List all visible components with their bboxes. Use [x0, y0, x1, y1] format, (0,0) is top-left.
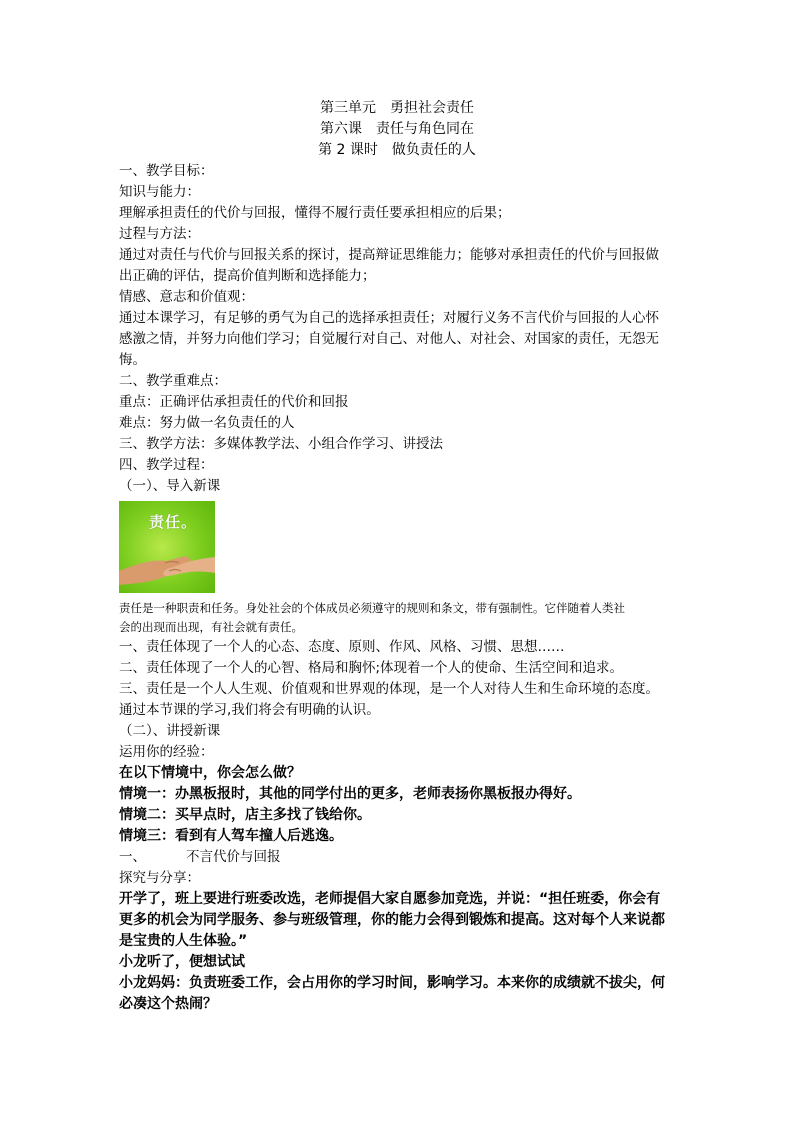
- text-line: 情感、意志和价值观：: [119, 289, 254, 305]
- document-body: [119, 161, 679, 1015]
- text-line: 通过本课学习，有足够的勇气为自己的选择承担责任；对履行义务不言代价与回报的人心怀: [119, 310, 659, 326]
- unit-title: 第三单元 勇担社会责任: [320, 100, 474, 116]
- text-line: （二）、讲授新课: [119, 723, 221, 739]
- bold-line: 开学了，班上要进行班委改选，老师提倡大家自愿参加竞选，并说：“担任班委，你会有: [119, 891, 661, 907]
- text-line: 三、教学方法：多媒体教学法、小组合作学习、讲授法: [119, 436, 443, 452]
- period-title: 第 2 课时 做负责任的人: [318, 142, 476, 158]
- section-text: 不言代价与回报: [186, 849, 281, 865]
- bold-line: 小龙妈妈：负责班委工作，会占用你的学习时间，影响学习。本来你的成绩就不拔尖，何: [119, 975, 665, 991]
- text-line: 理解承担责任的代价与回报，懂得不履行责任要承担相应的后果；: [119, 205, 511, 221]
- text-line: （一）、导入新课: [119, 478, 221, 494]
- text-line: 运用你的经验：: [119, 744, 214, 760]
- text-line: 出正确的评估，提高价值判断和选择能力；: [119, 268, 376, 284]
- bold-line: 在以下情境中，你会怎么做？: [119, 765, 301, 781]
- section-heading: [119, 847, 679, 868]
- text-line: 重点：正确评估承担责任的代价和回报: [119, 394, 349, 410]
- bold-line: 情境三：看到有人驾车撞人后逃逸。: [119, 828, 343, 844]
- text-line: 四、教学过程：: [119, 457, 214, 473]
- bold-line: 情境一：办黑板报时，其他的同学付出的更多，老师表扬你黑板报办得好。: [119, 786, 581, 802]
- bold-line: 情境二：买早点时，店主多找了钱给你。: [119, 807, 371, 823]
- handshake-image: [119, 501, 215, 593]
- text-line: 三、责任是一个人人生观、价值观和世界观的体现，是一个人对待人生和生命环境的态度。: [119, 681, 659, 697]
- bold-line: 必凑这个热闹？: [119, 996, 217, 1012]
- text-line: 悔。: [119, 352, 146, 368]
- intro-text-line: 会的出现而出现，有社会就有责任。: [119, 620, 303, 634]
- text-line: 二、责任体现了一个人的心智、格局和胸怀;体现着一个人的使命、生活空间和追求。: [119, 660, 624, 676]
- image-caption-text: 责任。: [149, 513, 198, 531]
- bold-line: 更多的机会为同学服务、参与班级管理，你的能力会得到锻炼和提高。这对每个人来说都: [119, 912, 665, 928]
- text-line: 一、教学目标：: [119, 163, 214, 179]
- text-line: 一、责任体现了一个人的心态、态度、原则、作风、风格、习惯、思想……: [119, 639, 565, 655]
- text-line: 感激之情，并努力向他们学习；自觉履行对自己、对他人、对社会、对国家的责任，无怨无: [119, 331, 659, 347]
- text-line: 二、教学重难点：: [119, 373, 227, 389]
- bold-line: 小龙听了，便想试试: [119, 954, 245, 970]
- text-line: 通过本节课的学习,我们将会有明确的认识。: [119, 702, 380, 718]
- bold-line: 是宝贵的人生体验。”: [119, 933, 248, 949]
- lesson-title: 第六课 责任与角色同在: [320, 121, 474, 137]
- text-line: 知识与能力：: [119, 184, 200, 200]
- text-line: 难点：努力做一名负责任的人: [119, 415, 295, 431]
- intro-text-line: 责任是一种职责和任务。身处社会的个体成员必须遵守的规则和条文，带有强制性。它伴随着人类社: [119, 601, 625, 615]
- section-number: 一、: [119, 849, 146, 865]
- text-line: 探究与分享：: [119, 870, 200, 886]
- text-line: 过程与方法：: [119, 226, 200, 242]
- text-line: 通过对责任与代价与回报关系的探讨，提高辩证思维能力；能够对承担责任的代价与回报做: [119, 247, 659, 263]
